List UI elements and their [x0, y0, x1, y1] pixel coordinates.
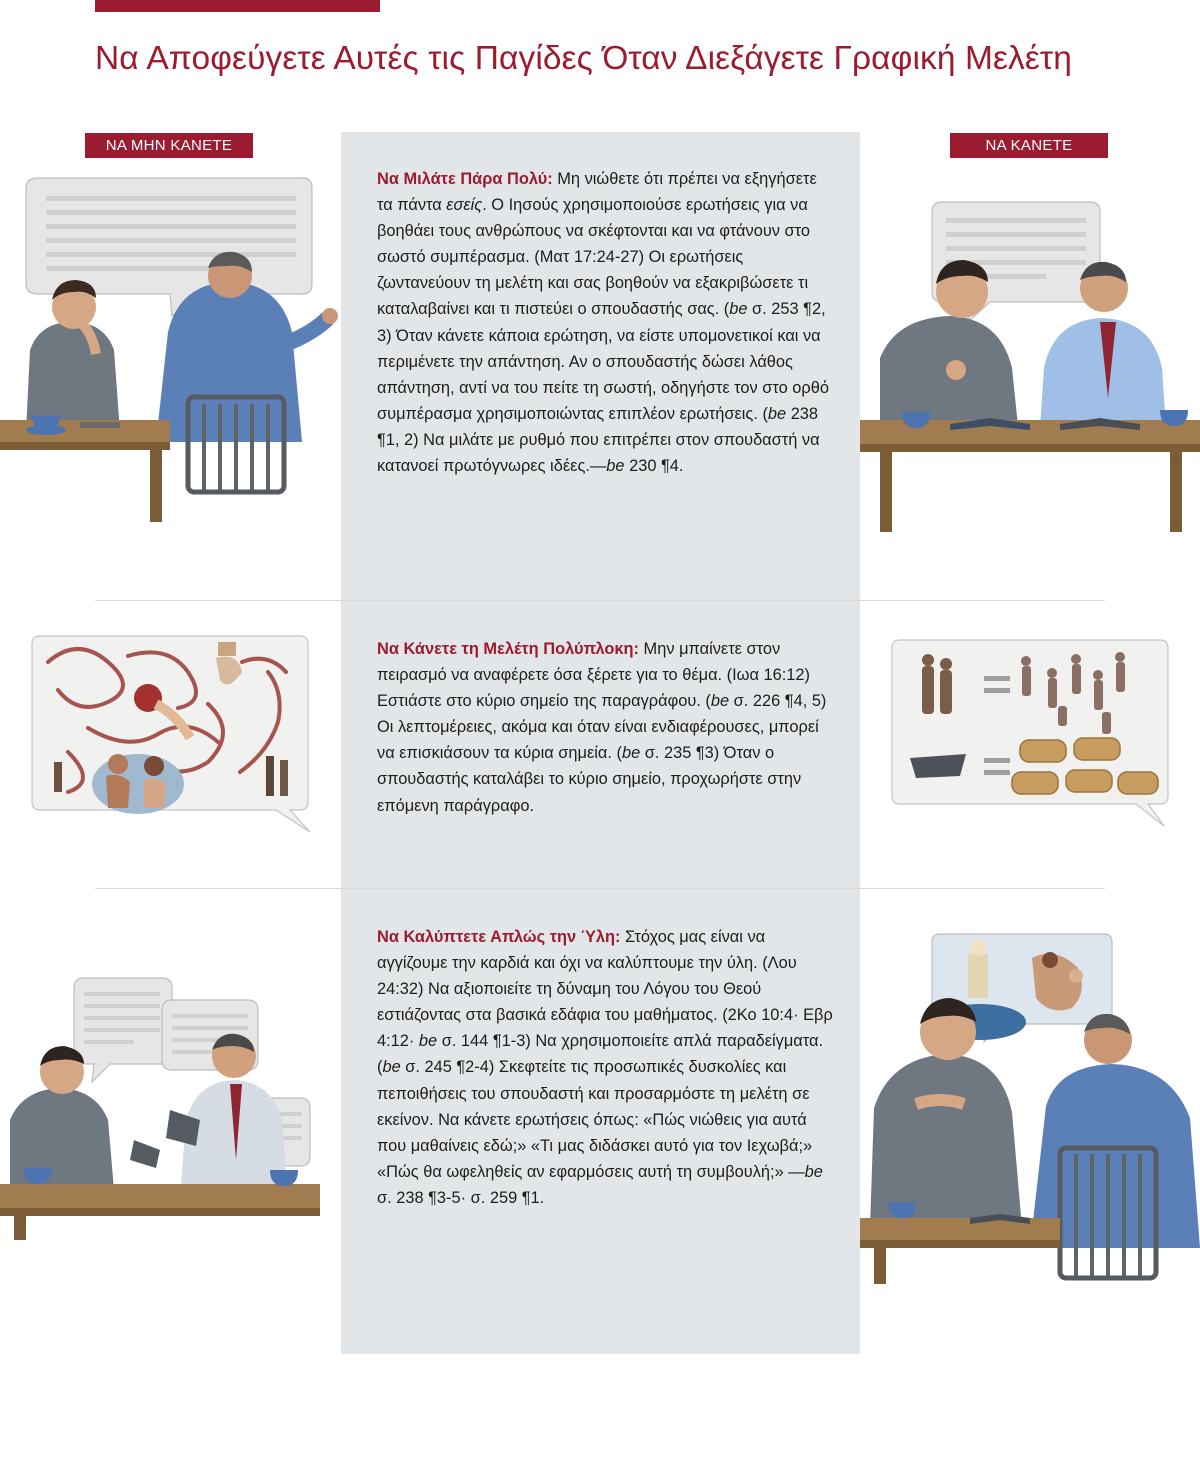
reference-abbr: be	[729, 300, 748, 319]
paragraph-text: σ. 253 ¶2, 3) Όταν κάνετε κάποια ερώτηση, να είστε υπομονετικοί και να περιμένετε την απάντηση. Αν ο σπουδαστής δώσει λάθος απάντηση, αντί να του πείτε τη σωστή, οδηγήστε τον στο ορθό συμπέρασμα χρησιμοποιώντας επιπλέον ερωτήσεις. (	[377, 300, 829, 423]
paragraph-text: σ. 144 ¶1-3) Να χρησιμοποιείτε απλά παραδείγματα. (	[377, 1032, 824, 1077]
illustration-simple-comparison	[888, 636, 1178, 832]
illustration-student-answering	[860, 198, 1200, 538]
paragraph-text: σ. 235 ¶3) Όταν ο σπουδαστής καταλάβει το κύριο σημείο, προχωρήστε στην επόμενη παράγραφο.	[377, 744, 802, 815]
paragraph-cover-material	[377, 924, 837, 1211]
paragraph-text: σ. 238 ¶3-5· σ. 259 ¶1.	[377, 1188, 545, 1207]
reference-abbr: be	[804, 1162, 823, 1181]
paragraph-talk-too-much	[377, 166, 837, 479]
paragraph-text: σ. 226 ¶4, 5) Οι λεπτομέρειες, ακόμα και όταν είναι ενδιαφέρουσες, μπορεί να επισκιάσουν τα κύρια σημεία. (	[377, 692, 827, 763]
paragraph-text: σ. 245 ¶2-4) Σκεφτείτε τις προσωπικές δυσκολίες και πεποιθήσεις του σπουδαστή και προσαρμόστε τη μελέτη σε εκείνον. Να κάνετε ερωτήσεις όπως: «Πώς νιώθεις για αυτά που μαθαίνεις εδώ;» «Τι μας διδάσκει αυτό για τον Ιεχωβά;» «Πώς θα ωφεληθείς αν εφαρμόσεις αυτή τη συμβουλή;» —	[377, 1058, 813, 1181]
paragraph-text: 230 ¶4.	[624, 457, 684, 476]
illustration-complicated-topics	[28, 632, 318, 832]
paragraph-complicated-study	[377, 636, 837, 819]
reference-abbr: be	[418, 1032, 438, 1051]
top-accent-bar	[95, 0, 380, 12]
page-title: Να Αποφεύγετε Αυτές τις Παγίδες Όταν Διεξάγετε Γραφική Μελέτη	[95, 40, 1072, 77]
paragraph-text: Μην μπαίνετε στον πειρασμό να αναφέρετε όσα ξέρετε για το θέμα. (Ιωα 16:12) Εστιάστε στο κύριο σημείο της παραγράφου. (	[377, 640, 810, 711]
illustration-covering-material	[0, 970, 320, 1240]
paragraph-text: Μη νιώθετε ότι πρέπει να εξηγήσετε τα πάντα	[377, 170, 817, 215]
reference-abbr: be	[767, 404, 787, 423]
paragraph-heading: Να Κάνετε τη Μελέτη Πολύπλοκη:	[377, 640, 639, 658]
paragraph-text: . Ο Ιησούς χρησιμοποιούσε ερωτήσεις για να βοηθάει τους ανθρώπους να σκέφτονται και να φτάνουν στο σωστό συμπέρασμα. (Ματ 17:24-27) Οι ερωτήσεις ζωντανεύουν τη μελέτη και σας βοηθούν να εξακριβώσετε τι καταλαβαίνει και τι πιστεύει ο σπουδαστής σας. (	[377, 196, 811, 319]
section-divider	[95, 600, 1105, 601]
dont-label: ΝΑ ΜΗΝ ΚΑΝΕΤΕ	[85, 133, 253, 158]
emphasis-text: εσείς	[446, 196, 483, 215]
reference-abbr: be	[621, 744, 641, 763]
reference-abbr: be	[382, 1058, 401, 1077]
illustration-teacher-talking-too-much	[0, 172, 340, 532]
paragraph-text: 238 ¶1, 2) Να μιλάτε με ρυθμό που επιτρέπει στον σπουδαστή να κατανοεί πρωτόγνωρες ιδέες.—	[377, 404, 820, 476]
reference-abbr: be	[710, 692, 730, 711]
illustration-reaching-heart	[860, 928, 1200, 1288]
reference-abbr: be	[606, 457, 625, 476]
section-divider	[95, 888, 1105, 889]
paragraph-heading: Να Μιλάτε Πάρα Πολύ:	[377, 170, 553, 188]
paragraph-text: Στόχος μας είναι να αγγίζουμε την καρδιά και όχι να καλύπτουμε την ύλη. (Λου 24:32) Να αξιοποιείτε τη δύναμη του Λόγου του Θεού εστιάζοντας στα βασικά εδάφια του μαθήματος. (2Κο 10:4· Εβρ 4:12·	[377, 928, 833, 1051]
paragraph-heading: Να Καλύπτετε Απλώς την Ύλη:	[377, 928, 621, 946]
do-label: ΝΑ ΚΑΝΕΤΕ	[950, 133, 1108, 158]
